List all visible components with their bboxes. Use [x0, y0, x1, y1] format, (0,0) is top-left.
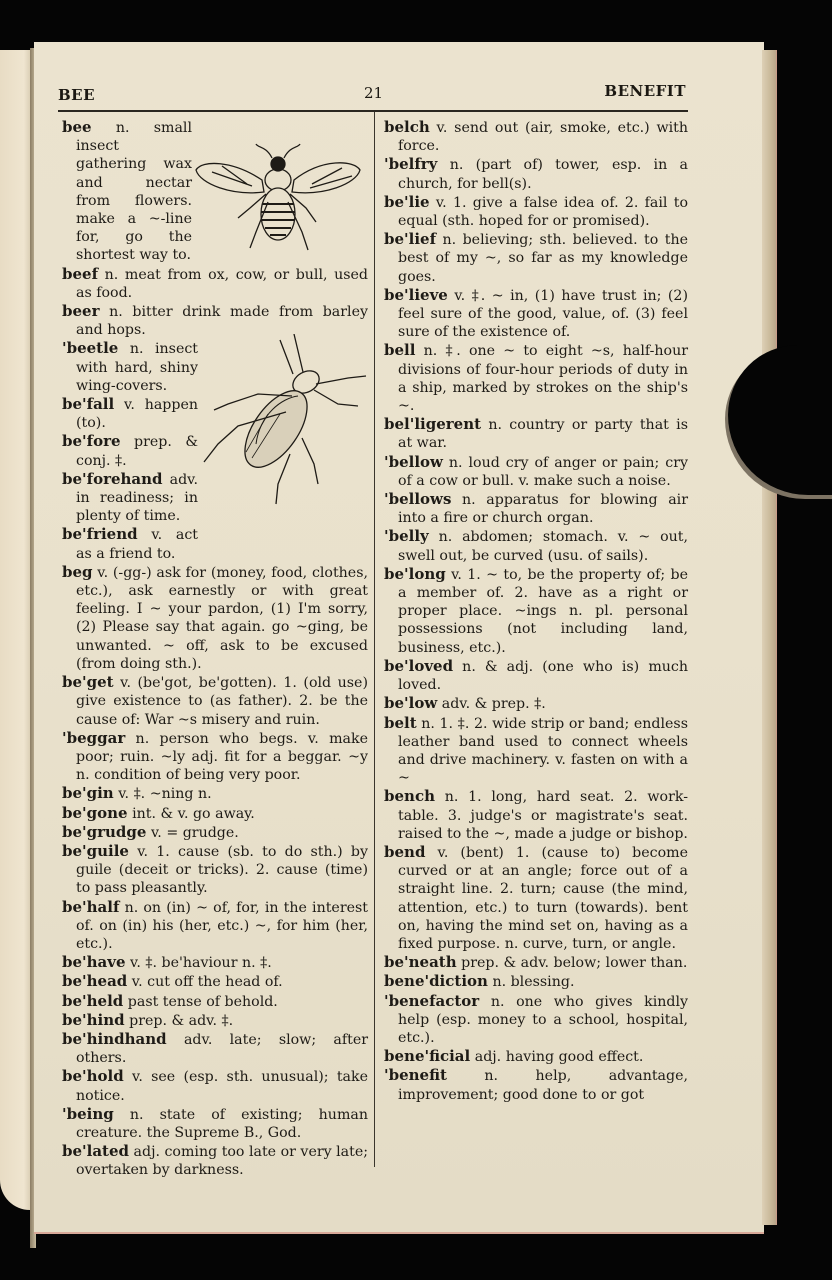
- headword: 'beetle: [62, 339, 119, 358]
- definition: n. meat from ox, cow, or bull, used as food.: [76, 266, 368, 301]
- dictionary-entry: [384, 565, 688, 657]
- left-column: [62, 118, 368, 1180]
- definition: n. insect with hard, shiny wing-covers.: [76, 341, 198, 394]
- definition: n. loud cry of anger or pain; cry of a cow or bull. v. make such a noise.: [398, 454, 688, 489]
- dictionary-entry: [62, 804, 368, 823]
- dictionary-entry: [62, 1105, 368, 1142]
- definition: n. small insect gathering wax and nectar from flowers. make a ~-line for, go the shortest way to.: [76, 120, 192, 264]
- headword: be'head: [62, 972, 128, 991]
- headword: bene'diction: [384, 972, 488, 991]
- right-column: [384, 118, 688, 1104]
- dictionary-entry: [384, 193, 688, 230]
- header-rule: [58, 110, 688, 112]
- definition: v. = grudge.: [146, 824, 239, 841]
- definition: n. country or party that is at war.: [398, 417, 688, 452]
- dictionary-entry: [384, 657, 688, 694]
- headword: 'belfry: [384, 155, 438, 174]
- headword: be'guile: [62, 841, 129, 860]
- definition: v. (be'got, be'gotten). 1. (old use) give existence to (as father). 2. be the cause of: War ~s misery and ruin.: [76, 675, 368, 728]
- dictionary-entry: [62, 953, 368, 972]
- definition: v. 1. give a false idea of. 2. fail to equal (sth. hoped for or promised).: [398, 194, 688, 230]
- headword: 'benefit: [384, 1066, 447, 1085]
- headword: be'grudge: [62, 822, 147, 841]
- dictionary-entry: [384, 714, 688, 788]
- headword: be'low: [384, 694, 438, 713]
- headword: be'fall: [62, 395, 115, 414]
- headword: be'get: [62, 673, 114, 692]
- definition: v. ‡. be'haviour n. ‡.: [125, 955, 272, 972]
- headword: be'hindhand: [62, 1029, 167, 1048]
- definition: v. ‡. ~ in, (1) have trust in; (2) feel sure of the good, value, of. (3) feel sure of the existence of.: [398, 287, 688, 341]
- definition: n. 1. long, hard seat. 2. work-table. 3. judge's or magistrate's seat. raised to the ~, made a judge or bishop.: [398, 789, 688, 842]
- headword: be'loved: [384, 656, 454, 675]
- headword: be'lieve: [384, 285, 448, 304]
- headword: be'gone: [62, 803, 128, 822]
- dictionary-entry: [384, 341, 688, 415]
- headword: 'being: [62, 1104, 114, 1123]
- headword: beef: [62, 264, 99, 283]
- definition: prep. & adv. below; lower than.: [456, 955, 688, 972]
- dictionary-entry: [384, 527, 688, 564]
- headword: be'forehand: [62, 469, 163, 488]
- headword: belt: [384, 713, 417, 732]
- definition: v. cut off the head of.: [127, 974, 283, 991]
- headword: beg: [62, 562, 93, 581]
- definition: n. person who begs. v. make poor; ruin. ~ly adj. fit for a beggar. ~y n. condition of being very poor.: [76, 730, 368, 784]
- definition: adv. late; slow; after others.: [76, 1031, 368, 1067]
- headword: bench: [384, 787, 435, 806]
- definition: n. blessing.: [487, 974, 575, 991]
- definition: n. ‡. one ~ to eight ~s, half-hour divisions of four-hour periods of duty in a ship, marked by strokes on the ship's ~.: [398, 343, 688, 415]
- definition: n. apparatus for blowing air into a fire or church organ.: [398, 492, 688, 527]
- headword: be'hold: [62, 1067, 124, 1086]
- definition: n. believing; sth. believed. to the best of my ~, so far as my knowledge goes.: [398, 232, 688, 285]
- headword: belch: [384, 118, 430, 136]
- page-header: [58, 80, 686, 108]
- headword: be'half: [62, 897, 120, 916]
- dictionary-entry: [62, 784, 368, 803]
- dictionary-entry: [62, 1030, 368, 1067]
- headword: 'bellow: [384, 452, 443, 471]
- definition: v. (bent) 1. (cause to) become curved or at an angle; force out of a straight line. 2. turn; cause (the mind, attention, etc.) to turn (towards). bent on, having the mind set on, having as a fixed purpose. n. curve, turn, or angle.: [398, 844, 688, 952]
- definition: n. (part of) tower, esp. in a church, for bell(s).: [398, 157, 688, 192]
- dictionary-entry: [62, 525, 368, 562]
- definition: v. see (esp. sth. unusual); take notice.: [76, 1069, 368, 1104]
- guide-word-right: BENEFIT: [604, 82, 686, 100]
- column-divider: [374, 112, 375, 1167]
- headword: be'have: [62, 953, 126, 972]
- definition: v. act as a friend to.: [76, 527, 198, 562]
- previous-page-edge: [0, 50, 34, 1210]
- definition: v. 1. cause (sb. to do sth.) by guile (deceit or tricks). 2. cause (time) to pass pleasantly.: [76, 843, 368, 897]
- dictionary-entry: [62, 1067, 368, 1104]
- definition: v. send out (air, smoke, etc.) with force.: [398, 120, 688, 155]
- dictionary-entry: [62, 1142, 368, 1179]
- headword: be'lie: [384, 192, 430, 211]
- dictionary-entry: [384, 155, 688, 192]
- definition: n. state of existing; human creature. the Supreme B., God.: [76, 1106, 368, 1141]
- page-number: 21: [364, 84, 384, 102]
- dictionary-entry: [62, 729, 368, 785]
- definition: int. & v. go away.: [127, 805, 255, 822]
- headword: be'gin: [62, 784, 114, 803]
- definition: prep. & adv. ‡.: [124, 1012, 234, 1029]
- headword: bee: [62, 118, 92, 136]
- headword: 'belly: [384, 527, 429, 546]
- headword: beer: [62, 302, 100, 321]
- page-stack-edge: [762, 50, 777, 1225]
- headword: be'neath: [384, 953, 457, 972]
- dictionary-entry: [384, 415, 688, 452]
- dictionary-entry: [384, 286, 688, 342]
- headword: be'hind: [62, 1010, 125, 1029]
- headword: 'bellows: [384, 490, 452, 509]
- dictionary-entry: [384, 1047, 688, 1066]
- headword: bel'ligerent: [384, 415, 482, 434]
- headword: bene'ficial: [384, 1047, 471, 1066]
- definition: adj. coming too late or very late; overtaken by darkness.: [76, 1144, 369, 1179]
- definition: n. & adj. (one who is) much loved.: [398, 658, 688, 694]
- dictionary-entry: [384, 972, 688, 991]
- dictionary-entry: [384, 787, 688, 843]
- dictionary-entry: [384, 843, 688, 953]
- dictionary-entry: [384, 992, 688, 1048]
- dictionary-entry: [62, 563, 368, 673]
- definition: v. (-gg-) ask for (money, food, clothes, etc.), ask earnestly or with great feeling. I ~ your pardon, (1) I'm sorry, (2) Please say that again. go ~ging, be unwanted. ~ off, ask to be excused (from doing sth.).: [76, 564, 368, 672]
- headword: bell: [384, 341, 416, 360]
- dictionary-entry: [62, 992, 368, 1011]
- headword: be'held: [62, 991, 124, 1010]
- headword: bend: [384, 842, 426, 861]
- definition: v. happen (to).: [76, 397, 198, 432]
- dictionary-entry: [62, 302, 368, 339]
- dictionary-entry: [62, 898, 368, 954]
- dictionary-entry: [62, 842, 368, 898]
- dictionary-entry: [384, 118, 688, 155]
- definition: adv. in readiness; in plenty of time.: [76, 471, 198, 525]
- definition: n. one who gives kindly help (esp. money to a school, hospital, etc.).: [398, 993, 688, 1046]
- dictionary-entry: [384, 1066, 688, 1103]
- dictionary-entry: [384, 453, 688, 490]
- dictionary-entry: [62, 673, 368, 729]
- dictionary-entry: [384, 230, 688, 286]
- definition: n. on (in) ~ of, for, in the interest of. on (in) his (her, etc.) ~, for him (her, etc.).: [76, 899, 368, 952]
- dictionary-entry: [384, 953, 688, 972]
- definition: v. ‡. ~ning n.: [113, 786, 212, 803]
- dictionary-entry: [62, 265, 368, 302]
- definition: v. 1. ~ to, be the property of; be a member of. 2. have as a right or proper place. ~ings n. pl. personal possessions (not including land, business, etc.).: [398, 566, 688, 656]
- headword: be'fore: [62, 432, 121, 451]
- headword: be'friend: [62, 525, 138, 544]
- definition: prep. & conj. ‡.: [76, 434, 198, 469]
- definition: n. abdomen; stomach. v. ~ out, swell out, be curved (usu. of sails).: [398, 529, 688, 564]
- dictionary-entry: [62, 1011, 368, 1030]
- dictionary-entry: [62, 972, 368, 991]
- definition: n. bitter drink made from barley and hops.: [76, 304, 368, 339]
- headword: 'benefactor: [384, 991, 480, 1010]
- headword: 'beggar: [62, 728, 126, 747]
- dictionary-entry: [384, 490, 688, 527]
- headword: be'lief: [384, 230, 437, 249]
- definition: past tense of behold.: [123, 993, 278, 1010]
- definition: n. 1. ‡. 2. wide strip or band; endless leather band used to connect wheels and drive machinery. v. fasten on with a ~: [398, 715, 688, 787]
- headword: be'lated: [62, 1142, 130, 1161]
- guide-word-left: BEE: [58, 86, 96, 104]
- definition: adv. & prep. ‡.: [437, 696, 546, 713]
- dictionary-entry: [384, 694, 688, 713]
- headword: be'long: [384, 564, 446, 583]
- dictionary-entry: [62, 823, 368, 842]
- definition: adj. having good effect.: [470, 1049, 644, 1066]
- definition: n. help, advantage, improvement; good done to or got: [398, 1068, 688, 1103]
